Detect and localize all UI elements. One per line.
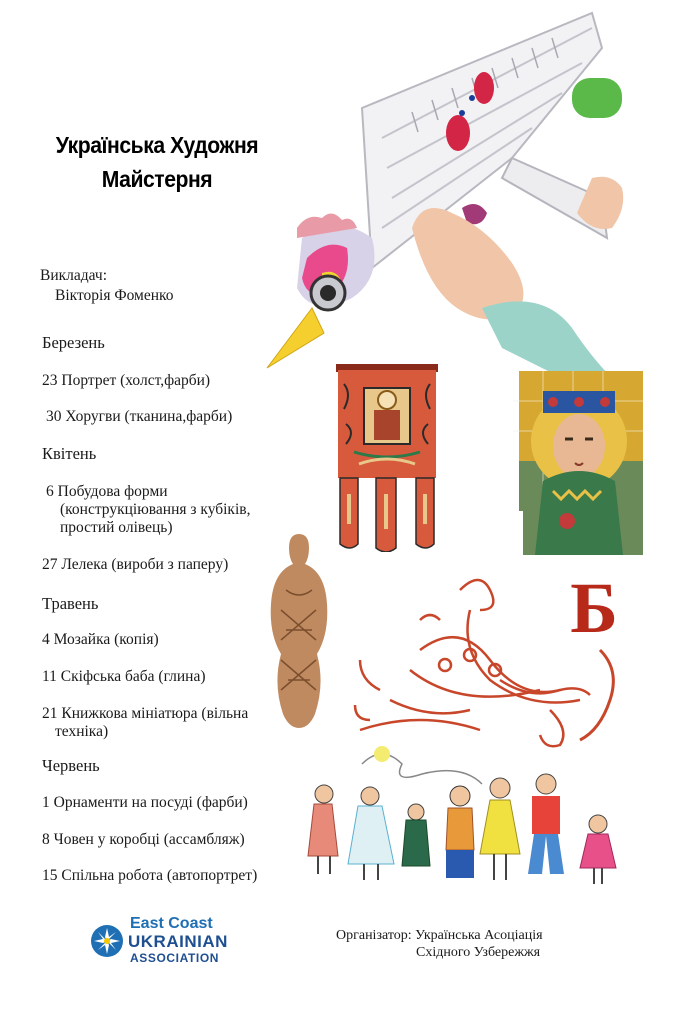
organizer-line-1: Організатор: Українська Асоціація [336, 928, 543, 943]
organizer-line-2: Східного Узбережжя [416, 945, 541, 960]
sunflower-icon [90, 924, 124, 958]
ornament-image [350, 570, 640, 750]
page-title [30, 128, 284, 196]
event-item: техніка) [55, 723, 109, 740]
title-line-1: Українська Художня [55, 132, 259, 158]
event-item: 21 Книжкова мініатюра (вільна [42, 705, 249, 722]
event-item: 8 Човен у коробці (ассамбляж) [42, 831, 245, 848]
event-item: 30 Хоругви (тканина,фарби) [46, 408, 233, 425]
event-item: 27 Лелека (вироби з паперу) [42, 556, 229, 573]
children-drawing [302, 744, 624, 894]
instructor-label: Викладач: [40, 267, 108, 284]
event-item: (конструкціювання з кубіків, [60, 501, 251, 518]
month-june: Червень [42, 756, 100, 775]
event-item: 11 Скіфська баба (глина) [42, 668, 206, 685]
banner-image [334, 364, 440, 552]
association-logo [90, 915, 240, 966]
illuminated-letter: Б [570, 570, 618, 648]
event-item: 15 Спільна робота (автопортрет) [42, 867, 258, 884]
instructor-name: Вікторія Фоменко [55, 287, 174, 304]
event-item: простий олівець) [60, 519, 173, 536]
month-may: Травень [42, 594, 99, 613]
month-march: Березень [42, 333, 105, 352]
paper-bird-photo [262, 8, 632, 378]
month-april: Квітень [42, 444, 97, 463]
logo-line-2: UKRAINIAN [128, 932, 228, 951]
event-item: 23 Портрет (холст,фарби) [42, 372, 211, 389]
title-line-2: Майстерня [101, 166, 213, 192]
mosaic-image [513, 371, 645, 557]
logo-line-1: East Coast [130, 915, 213, 932]
event-item: 4 Мозайка (копія) [42, 631, 159, 648]
logo-line-3: ASSOCIATION [130, 951, 220, 965]
figurine-image [266, 530, 332, 736]
event-item: 6 Побудова форми [46, 483, 168, 500]
event-item: 1 Орнаменти на посуді (фарби) [42, 794, 248, 811]
